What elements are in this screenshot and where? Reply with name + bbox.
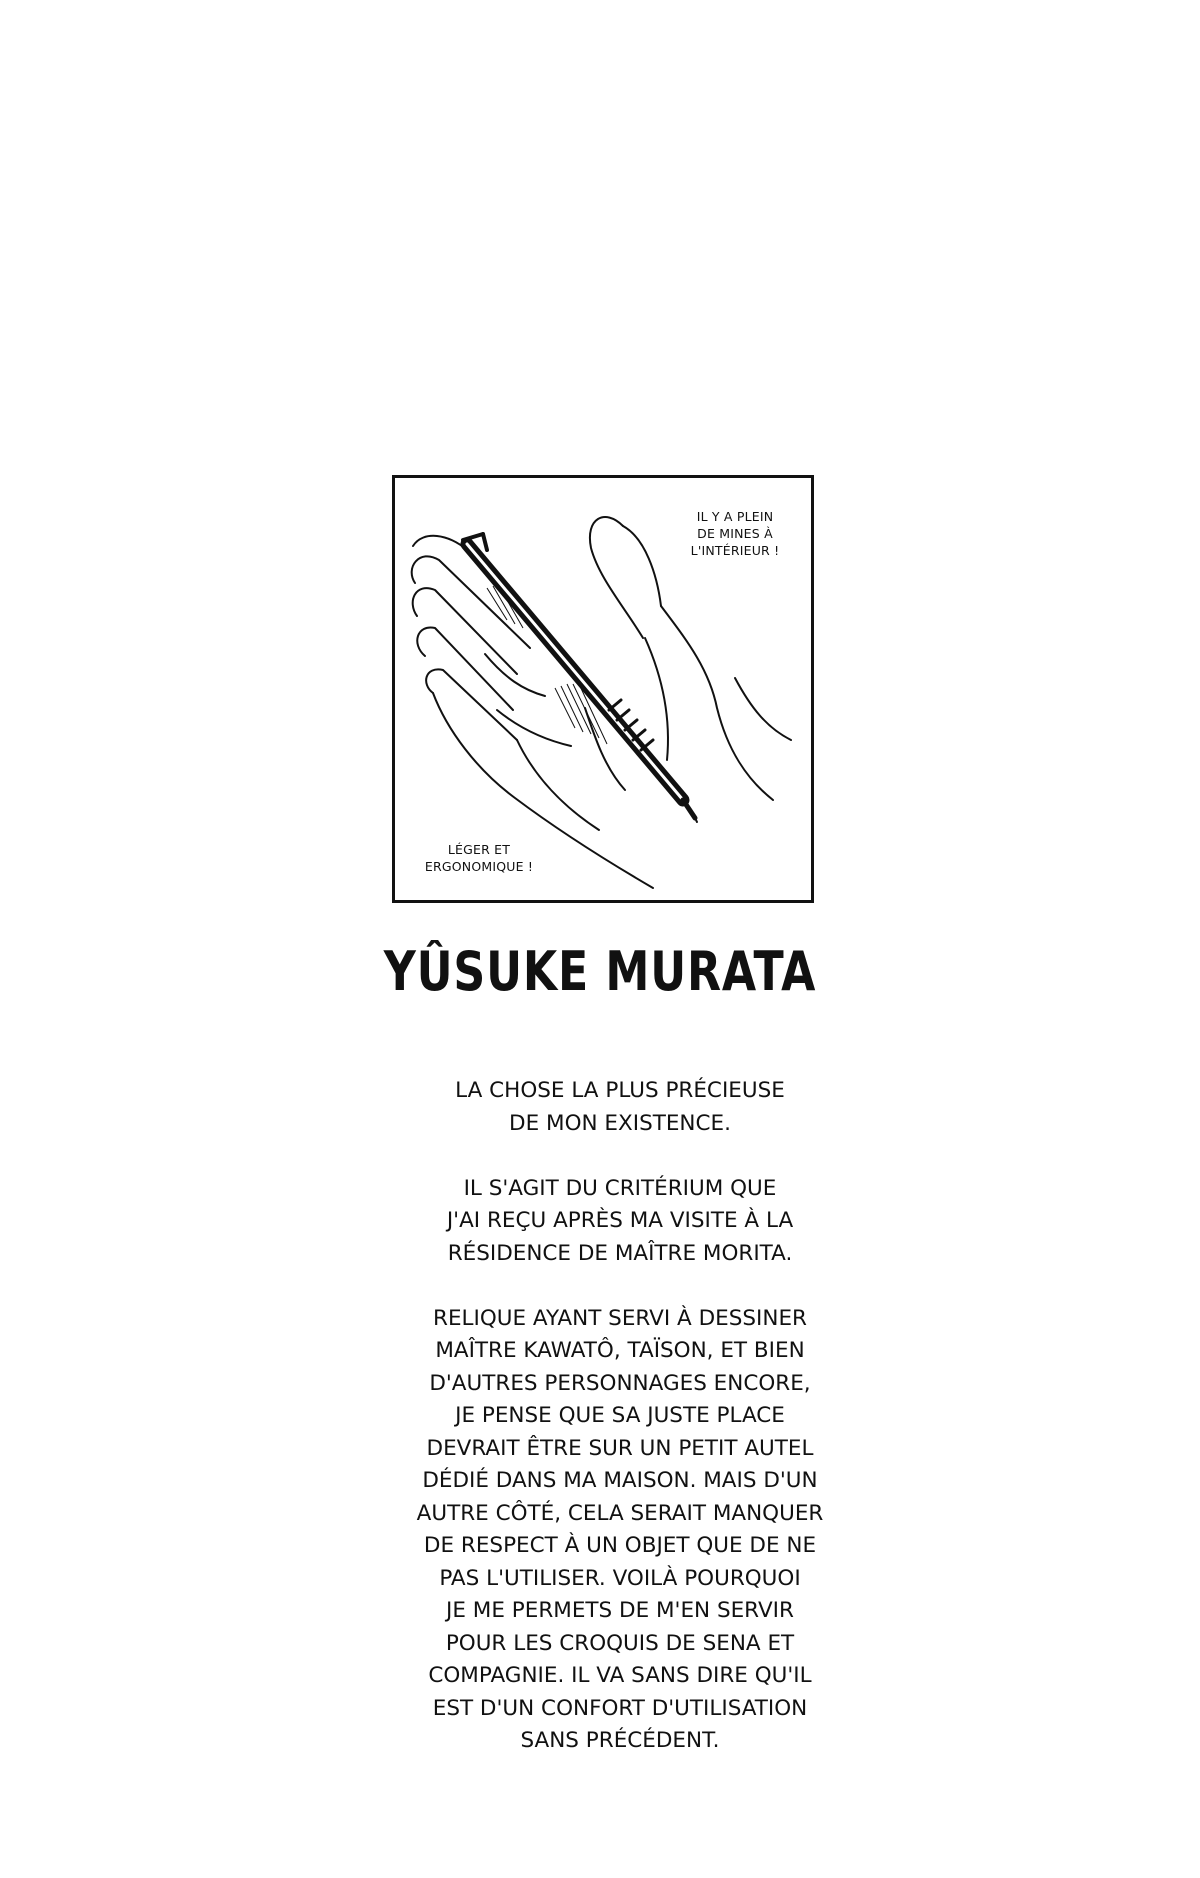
paragraph: IL S'AGIT DU CRITÉRIUM QUE J'AI REÇU APRÈS MA VISITE À LA RÉSIDENCE DE MAÎTRE MORITA. [446,1175,794,1266]
author-name: YÛSUKE MURATA [383,940,817,1003]
illustration-panel [392,475,814,903]
caption-top: IL Y A PLEIN DE MINES À L'INTÉRIEUR ! [690,509,780,558]
paragraph: LA CHOSE LA PLUS PRÉCIEUSE DE MON EXISTENCE. [455,1078,785,1136]
caption-bottom: LÉGER ET ERGONOMIQUE ! [424,842,534,874]
body-text [300,1075,940,1790]
paragraph: RELIQUE AYANT SERVI À DESSINER MAÎTRE KAWATÔ, TAÏSON, ET BIEN D'AUTRES PERSONNAGES ENCORE, JE PENSE QUE SA JUSTE PLACE DEVRAIT ÊTRE SUR UN PETIT AUTEL DÉDIÉ DANS MA MAISON. MAIS D'UN AUTRE CÔTÉ, CELA SERAIT MANQUER DE RESPECT À UN OBJET QUE DE NE PAS L'UTILISER. VOILÀ POURQUOI JE ME PERMETS DE M'EN SERVIR POUR LES CROQUIS DE SENA ET COMPAGNIE. IL VA SANS DIRE QU'IL EST D'UN CONFORT D'UTILISATION SANS PRÉCÉDENT. [416,1305,824,1753]
